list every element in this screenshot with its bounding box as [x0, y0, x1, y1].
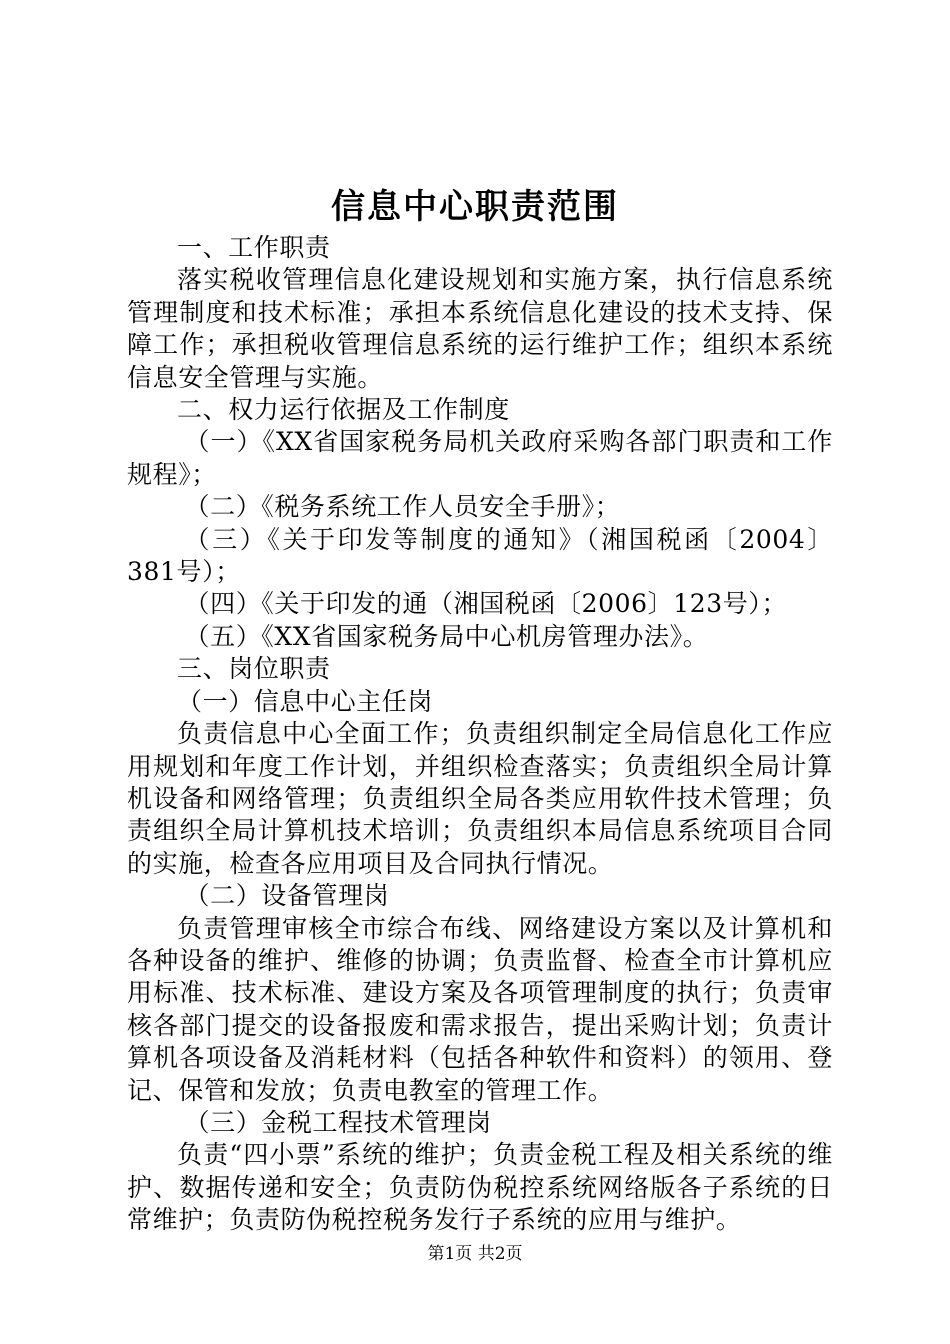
paragraph-equipment-duties: 负责管理审核全市综合布线、网络建设方案以及计算机和各种设备的维护、维修的协调；负责监督、检查全市计算机应用标准、技术标准、建设方案及各项管理制度的执行；负责审核各部门提交的设备报废和需求报告，提出采购计划；负责计算机各项设备及消耗材料（包括各种软件和资料）的领用、登记、保管和发放；负责电教室的管理工作。	[127, 913, 833, 1105]
regulation-item-2: （二）《税务系统工作人员安全手册》；	[184, 492, 621, 522]
page-footer: 第1页 共2页	[427, 1244, 523, 1264]
document-body	[127, 232, 833, 1237]
regulation-item-3: （三）《关于印发等制度的通知》（湘国税函〔2004〕381号）；	[127, 524, 833, 587]
post-heading-equipment: （二）设备管理岗	[184, 881, 390, 911]
regulation-item-5: （五）《XX省国家税务局中心机房管理办法》。	[184, 621, 709, 651]
paragraph-work-duties: 落实税收管理信息化建设规划和实施方案，执行信息系统管理制度和技术标准；承担本系统信息化建设的技术支持、保障工作；承担税收管理信息系统的运行维护工作；组织本系统信息安全管理与实施。	[127, 265, 833, 392]
regulation-item-1: （一）《XX省国家税务局机关政府采购各部门职责和工作规程》；	[127, 427, 833, 489]
document-title: 信息中心职责范围	[331, 187, 619, 227]
regulation-item-4: （四）《关于印发的通（湘国税函〔2006〕123号）；	[184, 589, 788, 619]
section-heading-work-duties: 一、工作职责	[177, 233, 331, 262]
paragraph-golden-tax-duties: 负责“四小票”系统的维护；负责金税工程及相关系统的维护、数据传递和安全；负责防伪税控系统网络版各子系统的日常维护；负责防伪税控税务发行子系统的应用与维护。	[127, 1140, 833, 1235]
post-heading-golden-tax: （三）金税工程技术管理岗	[184, 1107, 492, 1137]
post-heading-director: （一）信息中心主任岗	[177, 686, 434, 716]
section-heading-power-basis: 二、权力运行依据及工作制度	[177, 395, 510, 425]
paragraph-director-duties: 负责信息中心全面工作；负责组织制定全局信息化工作应用规划和年度工作计划，并组织检查落实；负责组织全局计算机设备和网络管理；负责组织全局各类应用软件技术管理；负责组织全局计算机技术培训；负责组织本局信息系统项目合同的实施，检查各应用项目及合同执行情况。	[127, 719, 833, 878]
section-heading-post-duties: 三、岗位职责	[177, 654, 331, 684]
